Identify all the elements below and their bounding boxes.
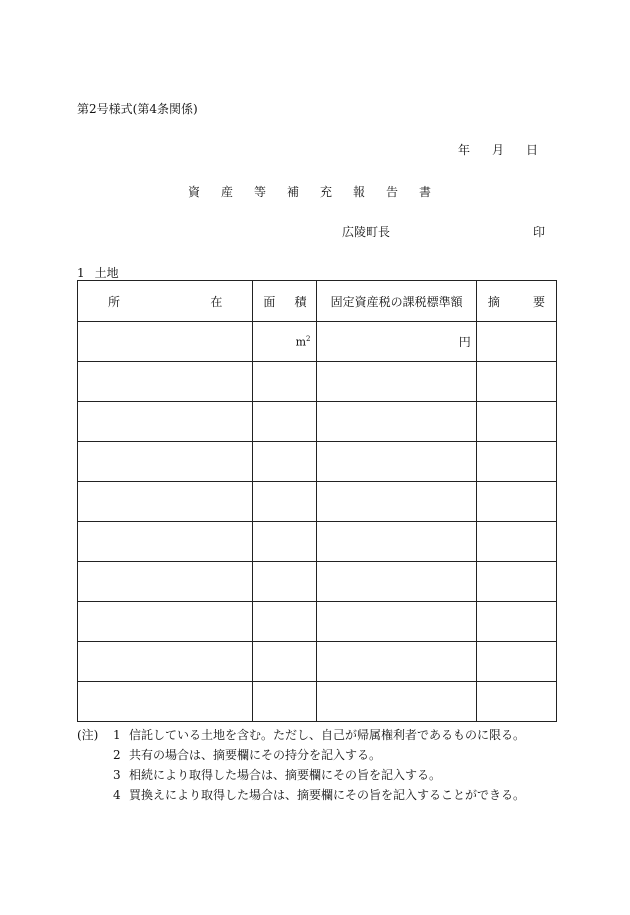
table-row bbox=[78, 562, 557, 602]
cell-remarks[interactable] bbox=[476, 482, 556, 522]
cell-area[interactable] bbox=[253, 682, 317, 722]
cell-assessed-value[interactable] bbox=[317, 602, 476, 642]
form-number: 第2号様式(第4条関係) bbox=[77, 102, 198, 116]
date-day-label: 日 bbox=[526, 143, 539, 157]
cell-remarks[interactable] bbox=[476, 562, 556, 602]
cell-area[interactable] bbox=[253, 402, 317, 442]
table-row bbox=[78, 602, 557, 642]
header-remarks: 摘 要 bbox=[476, 281, 556, 322]
cell-area[interactable] bbox=[253, 322, 317, 362]
cell-location[interactable] bbox=[78, 602, 253, 642]
cell-location[interactable] bbox=[78, 402, 253, 442]
cell-area[interactable] bbox=[253, 442, 317, 482]
date-line bbox=[458, 141, 538, 158]
addressee: 広陵町長 bbox=[342, 225, 391, 239]
cell-assessed-value[interactable] bbox=[317, 682, 476, 722]
land-table bbox=[77, 280, 557, 722]
cell-location[interactable] bbox=[78, 322, 253, 362]
cell-assessed-value[interactable] bbox=[317, 362, 476, 402]
cell-location[interactable] bbox=[78, 642, 253, 682]
cell-remarks[interactable] bbox=[476, 402, 556, 442]
cell-remarks[interactable] bbox=[476, 522, 556, 562]
cell-location[interactable] bbox=[78, 562, 253, 602]
table-row bbox=[78, 682, 557, 722]
cell-remarks[interactable] bbox=[476, 602, 556, 642]
cell-location[interactable] bbox=[78, 482, 253, 522]
cell-location[interactable] bbox=[78, 442, 253, 482]
cell-location[interactable] bbox=[78, 522, 253, 562]
cell-location[interactable] bbox=[78, 682, 253, 722]
cell-remarks[interactable] bbox=[476, 442, 556, 482]
cell-assessed-value[interactable] bbox=[317, 402, 476, 442]
notes-label: (注) bbox=[77, 728, 99, 742]
cell-area[interactable] bbox=[253, 562, 317, 602]
table-header-row bbox=[78, 281, 557, 322]
seal-mark: 印 bbox=[533, 225, 546, 239]
area-unit: m bbox=[295, 335, 307, 349]
cell-location[interactable] bbox=[78, 362, 253, 402]
note-item: (注) 1 信託している土地を含む。ただし、自己が帰属権利者であるものに限る。 bbox=[77, 725, 525, 745]
table-row bbox=[78, 522, 557, 562]
cell-assessed-value[interactable] bbox=[317, 482, 476, 522]
table-row bbox=[78, 402, 557, 442]
table-row bbox=[78, 322, 557, 362]
cell-assessed-value[interactable] bbox=[317, 562, 476, 602]
date-year-label: 年 bbox=[458, 143, 471, 157]
area-unit-sup: 2 bbox=[306, 334, 311, 343]
header-area: 面 積 bbox=[253, 281, 317, 322]
cell-area[interactable] bbox=[253, 642, 317, 682]
cell-remarks[interactable] bbox=[476, 362, 556, 402]
cell-remarks[interactable] bbox=[476, 322, 556, 362]
date-month-label: 月 bbox=[492, 143, 505, 157]
document-title: 資産等補充報告書 bbox=[188, 185, 453, 199]
note-item: 2 共有の場合は、摘要欄にその持分を記入する。 bbox=[113, 748, 382, 762]
cell-area[interactable] bbox=[253, 522, 317, 562]
cell-area[interactable] bbox=[253, 602, 317, 642]
header-location: 所 在 bbox=[78, 281, 253, 322]
cell-assessed-value[interactable] bbox=[317, 642, 476, 682]
cell-remarks[interactable] bbox=[476, 682, 556, 722]
note-item: 3 相続により取得した場合は、摘要欄にその旨を記入する。 bbox=[113, 768, 442, 782]
cell-assessed-value[interactable] bbox=[317, 442, 476, 482]
section-title bbox=[77, 264, 119, 281]
cell-assessed-value[interactable] bbox=[317, 322, 476, 362]
section-number: 1 bbox=[77, 266, 85, 280]
table-row bbox=[78, 442, 557, 482]
table-row bbox=[78, 482, 557, 522]
notes bbox=[77, 725, 525, 805]
table-row bbox=[78, 362, 557, 402]
table-row bbox=[78, 642, 557, 682]
note-item: 4 買換えにより取得した場合は、摘要欄にその旨を記入することができる。 bbox=[113, 788, 526, 802]
cell-area[interactable] bbox=[253, 482, 317, 522]
cell-assessed-value[interactable] bbox=[317, 522, 476, 562]
header-assessed-value: 固定資産税の課税標準額 bbox=[317, 281, 476, 322]
section-label: 土地 bbox=[94, 266, 119, 280]
cell-area[interactable] bbox=[253, 362, 317, 402]
cell-remarks[interactable] bbox=[476, 642, 556, 682]
value-unit: 円 bbox=[458, 335, 471, 349]
